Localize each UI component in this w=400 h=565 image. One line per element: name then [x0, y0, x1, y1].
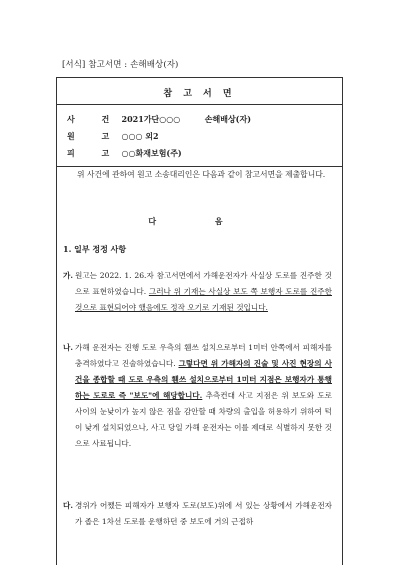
item-da — [63, 498, 332, 530]
item-na-text-2: 추측컨대 사고 지점은 위 보도와 도로 사이의 눈낮이가 높지 않은 점을 감안할 때 차량의 출입을 허용하기 위하여 턱이 낮게 설치되었으나, 사고 당일 가해 운전자는 이를 제대로 식별하지 못한 것으로 사료됩니다. — [75, 391, 332, 448]
item-ga-underlined: 그러나 위 기재는 사실상 보도 쪽 보행자 도로를 진주한 것으로 표현되어야 했음에도 정작 오기로 기재된 것입니다. — [75, 287, 332, 312]
item-da-text: 경위가 어쨌든 피해자가 보행자 도로(보도)위에 서 있는 상황에서 가해운전자가 좁은 1차선 도로를 운행하던 중 보도에 거의 근접하 — [75, 501, 332, 526]
item-na-marker: 나. — [63, 343, 73, 352]
defendant-label: 피 고 — [67, 148, 122, 158]
plaintiff-name: ○○○ 외2 — [121, 131, 159, 141]
item-da-marker: 다. — [63, 501, 73, 510]
section-heading: 1. 일부 정정 사항 — [63, 244, 127, 254]
document-title: 참 고 서 면 — [163, 89, 236, 99]
item-na-text: 가해 운전자는 진행 도로 우측의 휀쓰 설치으로부터 1미터 안쪽에서 피해자를 충격하였다고 진술하였습니다. — [75, 343, 332, 368]
plaintiff-row — [67, 131, 159, 142]
intro-paragraph: 위 사건에 관하여 원고 소송대리인은 다음과 같이 참고서면을 제출합니다. — [77, 170, 326, 179]
item-ga-marker: 가. — [63, 271, 73, 280]
case-number: 2021가단○○○ — [121, 114, 181, 124]
item-na — [63, 340, 332, 452]
item-ga-text: 원고는 2022. 1. 26.자 참고서면에서 가해운전자가 사실상 도로를 진주한 것으로 표현하였습니다. — [75, 271, 332, 296]
case-claim: 손해배상(자) — [204, 114, 251, 124]
document-frame — [56, 77, 343, 565]
plaintiff-label: 원 고 — [67, 131, 122, 141]
case-row — [67, 114, 251, 125]
item-ga — [63, 268, 332, 316]
case-label: 사 건 — [67, 114, 122, 124]
item-na-emphasis: 그렇다면 위 가해자의 진술 및 사진 현장의 사건을 종합할 때 도로 우측의 휀쓰 설치으로부터 1미터 지점은 보행자가 통행하는 도로로 즉 "보도"에 해당합니다. — [75, 359, 332, 400]
title-divider — [57, 104, 342, 105]
heading-below: 다 음 — [148, 216, 251, 226]
defendant-row — [67, 148, 182, 159]
defendant-name: ○○화재보험(주) — [121, 148, 182, 158]
form-label: [서식] 참고서면 : 손해배상(자) — [62, 60, 179, 70]
header-divider — [57, 166, 342, 167]
